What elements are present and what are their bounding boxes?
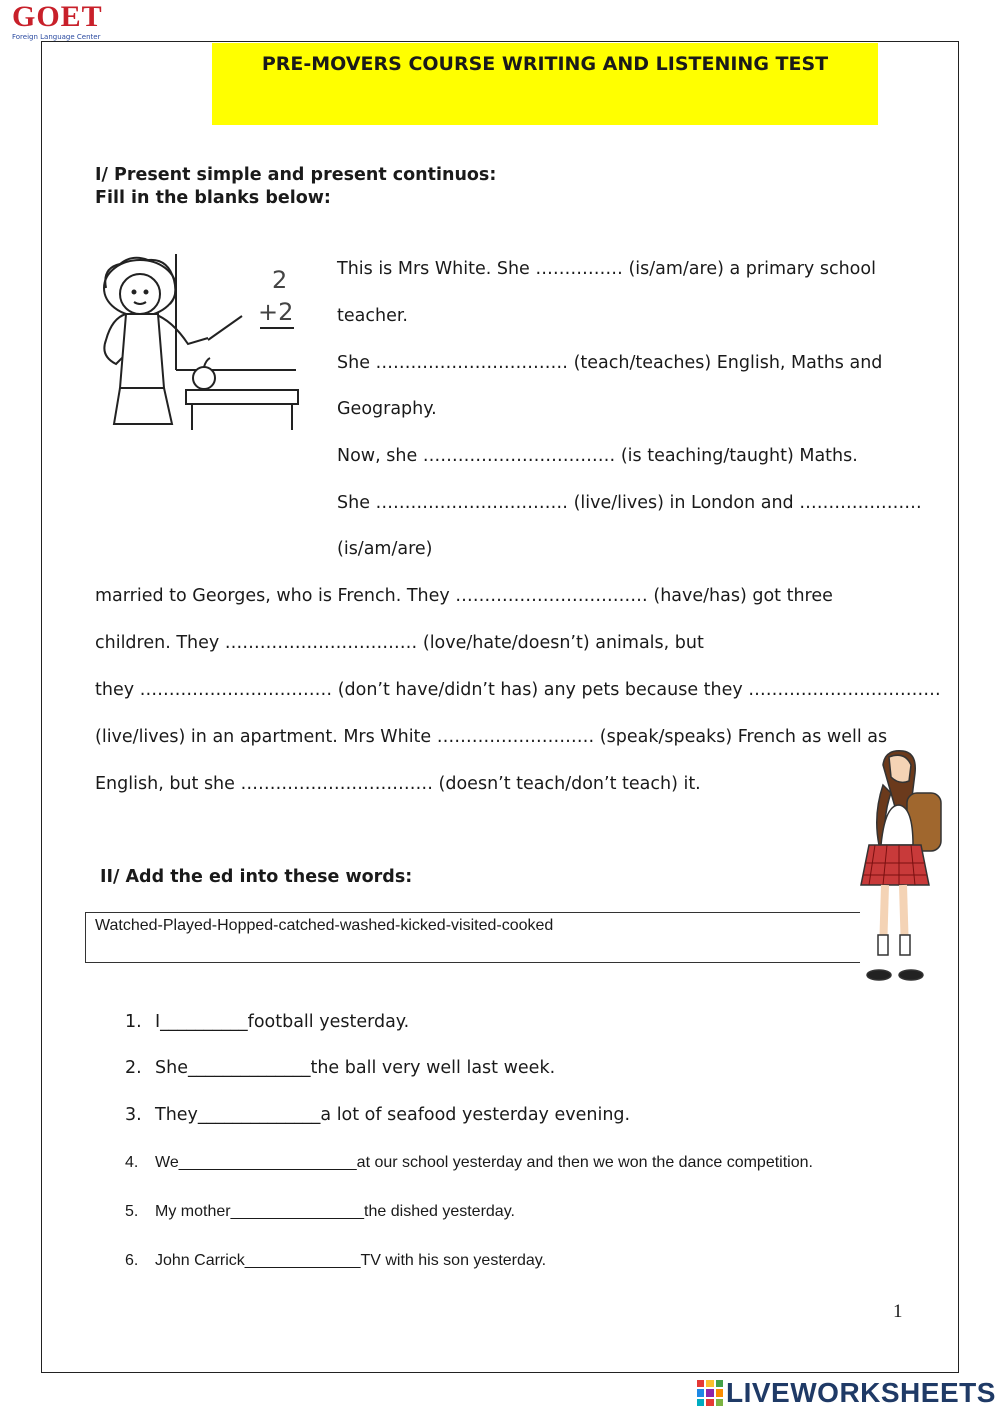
- question-item: [125, 1203, 515, 1221]
- text-line: English, but she …………………………… (doesn’t teach/don’t teach) it.: [95, 774, 701, 794]
- page-title: PRE-MOVERS COURSE WRITING AND LISTENING TEST: [261, 53, 829, 75]
- title-banner: [212, 43, 878, 125]
- liveworksheets-text: LIVEWORKSHEETS: [726, 1377, 996, 1408]
- text-line: they …………………………… (don’t have/didn’t has) any pets because they ……………………………: [95, 680, 941, 700]
- svg-text:+2: +2: [258, 298, 294, 326]
- goet-logo: [12, 2, 112, 44]
- question-number: 5.: [125, 1203, 139, 1220]
- text-line: (live/lives) in an apartment. Mrs White ……………………… (speak/speaks) French as well as: [95, 727, 888, 747]
- text-line: teacher.: [337, 306, 408, 326]
- question-number: 3.: [125, 1105, 142, 1125]
- section-1-heading: I/ Present simple and present continuos:: [95, 165, 497, 185]
- teacher-illustration: [92, 248, 302, 433]
- text-line: married to Georges, who is French. They …………………………… (have/has) got three: [95, 586, 833, 606]
- question-item: [125, 1252, 546, 1270]
- text-line: (is/am/are): [337, 539, 433, 559]
- text-line: Now, she …………………………… (is teaching/taught) Maths.: [337, 446, 858, 466]
- question-item: [125, 1154, 813, 1172]
- question-text[interactable]: They______________a lot of seafood yesterday evening.: [155, 1105, 631, 1125]
- section-1-instruction: Fill in the blanks below:: [95, 188, 331, 208]
- question-item: [125, 1105, 630, 1125]
- schoolgirl-illustration: [855, 745, 950, 995]
- question-number: 6.: [125, 1252, 139, 1269]
- page-frame: [41, 41, 959, 1373]
- question-number: 2.: [125, 1058, 142, 1078]
- question-number: 1.: [125, 1012, 142, 1032]
- svg-text:2: 2: [272, 266, 288, 294]
- text-line: children. They …………………………… (love/hate/doesn’t) animals, but: [95, 633, 704, 653]
- word-bank-text: Watched-Played-Hopped-catched-washed-kicked-visited-cooked: [95, 917, 554, 934]
- question-text[interactable]: We____________________at our school yesterday and then we won the dance competition.: [155, 1154, 813, 1171]
- text-line: This is Mrs White. She …………… (is/am/are) a primary school: [337, 259, 876, 279]
- section-2-heading: II/ Add the ed into these words:: [100, 867, 413, 887]
- question-item: [125, 1012, 409, 1032]
- question-text[interactable]: My mother_______________the dished yesterday.: [155, 1203, 515, 1220]
- logo-text: GOET: [12, 0, 103, 33]
- question-text[interactable]: John Carrick_____________TV with his son yesterday.: [155, 1252, 547, 1269]
- page-number: 1: [893, 1301, 903, 1322]
- logo-subtitle: Foreign Language Center: [12, 33, 101, 41]
- liveworksheets-grid-icon: [697, 1380, 723, 1406]
- text-line: She …………………………… (teach/teaches) English, Maths and: [337, 353, 883, 373]
- liveworksheets-logo[interactable]: [697, 1376, 996, 1410]
- question-item: [125, 1058, 555, 1078]
- question-text[interactable]: She______________the ball very well last week.: [155, 1058, 556, 1078]
- question-text[interactable]: I__________football yesterday.: [155, 1012, 410, 1032]
- text-line: Geography.: [337, 399, 437, 419]
- word-bank-box: [85, 912, 860, 963]
- text-line: She …………………………… (live/lives) in London and …………………: [337, 493, 922, 513]
- question-number: 4.: [125, 1154, 139, 1171]
